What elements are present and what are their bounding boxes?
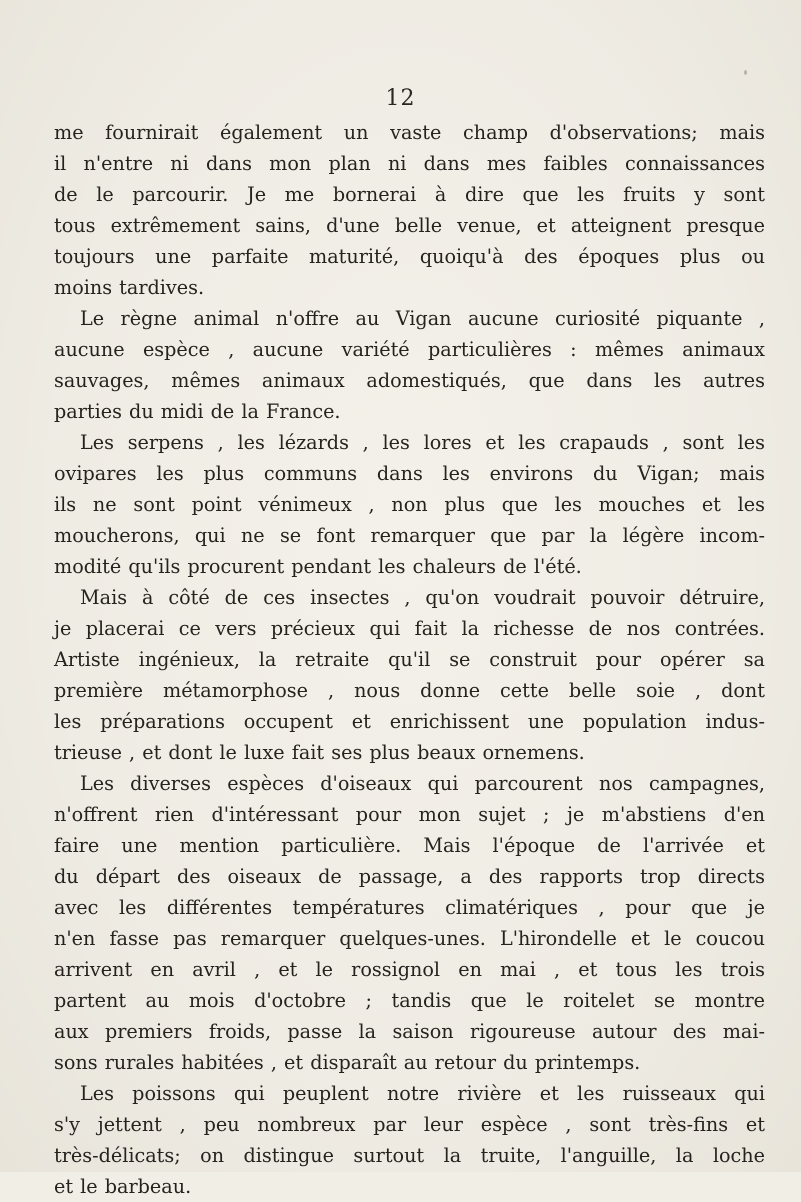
text-line: et le barbeau. <box>54 1175 192 1198</box>
text-line: avec les différentes températures climatériques , pour que je <box>54 896 765 919</box>
text-line: sons rurales habitées , et disparaît au retour du printemps. <box>54 1051 641 1074</box>
text-line: les préparations occupent et enrichissent une population indus- <box>54 710 765 733</box>
text-line: arrivent en avril , et le rossignol en mai , et tous les trois <box>54 958 765 981</box>
text-line: première métamorphose , nous donne cette belle soie , dont <box>54 679 765 702</box>
text-line: je placerai ce vers précieux qui fait la richesse de nos contrées. <box>54 617 765 640</box>
text-line: me fournirait également un vaste champ d'observations; mais <box>54 121 765 144</box>
text-line: Mais à côté de ces insectes , qu'on voudrait pouvoir détruire, <box>80 586 765 609</box>
text-line: aucune espèce , aucune variété particulières : mêmes animaux <box>54 338 765 361</box>
text-line: de le parcourir. Je me bornerai à dire que les fruits y sont <box>54 183 765 206</box>
page-number: 12 <box>385 86 416 111</box>
text-line: tous extrêmement sains, d'une belle venue, et atteignent presque <box>54 214 765 237</box>
text-line: toujours une parfaite maturité, quoiqu'à des époques plus ou <box>54 245 765 268</box>
paper-speck <box>744 70 747 75</box>
text-line: Le règne animal n'offre au Vigan aucune curiosité piquante , <box>80 307 765 330</box>
text-line: Les poissons qui peuplent notre rivière et les ruisseaux qui <box>80 1082 765 1105</box>
text-line: faire une mention particulière. Mais l'époque de l'arrivée et <box>54 834 765 857</box>
text-line: n'offrent rien d'intéressant pour mon sujet ; je m'abstiens d'en <box>54 803 765 826</box>
text-line: ils ne sont point vénimeux , non plus que les mouches et les <box>54 493 765 516</box>
text-line: parties du midi de la France. <box>54 400 341 423</box>
text-line: n'en fasse pas remarquer quelques-unes. L'hirondelle et le coucou <box>54 927 765 950</box>
text-line: Artiste ingénieux, la retraite qu'il se construit pour opérer sa <box>54 648 765 671</box>
text-line: aux premiers froids, passe la saison rigoureuse autour des mai- <box>54 1020 765 1043</box>
text-line: moins tardives. <box>54 276 205 299</box>
text-line: Les diverses espèces d'oiseaux qui parcourent nos campagnes, <box>80 772 765 795</box>
text-line: s'y jettent , peu nombreux par leur espèce , sont très-fins et <box>54 1113 765 1136</box>
text-line: ovipares les plus communs dans les environs du Vigan; mais <box>54 462 765 485</box>
text-line: très-délicats; on distingue surtout la truite, l'anguille, la loche <box>54 1144 765 1167</box>
text-line: du départ des oiseaux de passage, a des rapports trop directs <box>54 865 765 888</box>
text-line: trieuse , et dont le luxe fait ses plus beaux ornemens. <box>54 741 585 764</box>
text-line: modité qu'ils procurent pendant les chaleurs de l'été. <box>54 555 582 578</box>
text-line: partent au mois d'octobre ; tandis que le roitelet se montre <box>54 989 765 1012</box>
text-line: moucherons, qui ne se font remarquer que par la légère incom- <box>54 524 765 547</box>
text-line: sauvages, mêmes animaux adomestiqués, que dans les autres <box>54 369 765 392</box>
text-line: il n'entre ni dans mon plan ni dans mes faibles connaissances <box>54 152 765 175</box>
text-line: Les serpens , les lézards , les lores et les crapauds , sont les <box>80 431 765 454</box>
